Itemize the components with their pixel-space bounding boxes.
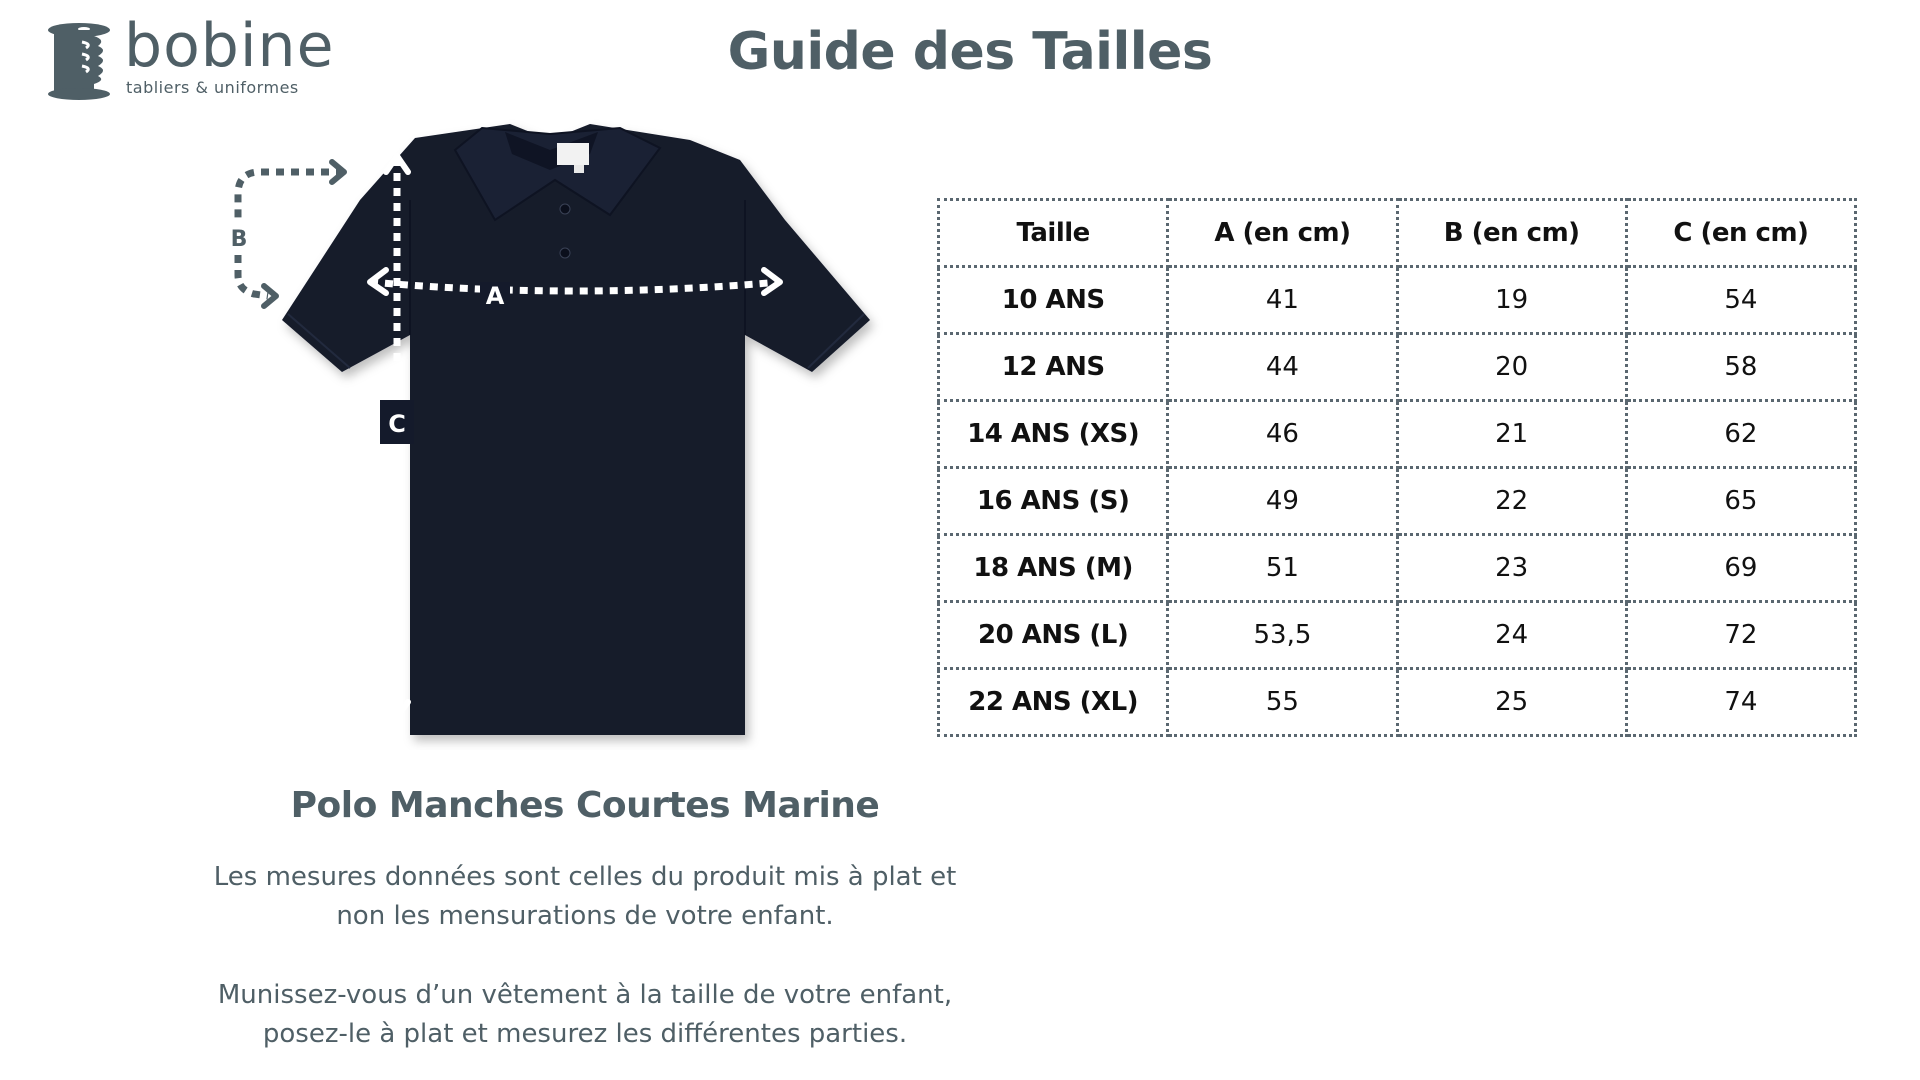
size-cell: 10 ANS bbox=[939, 267, 1168, 334]
size-cell: 14 ANS (XS) bbox=[939, 401, 1168, 468]
product-title: Polo Manches Courtes Marine bbox=[290, 785, 880, 826]
measurement-note-line-1: Les mesures données sont celles du produit mis à plat et bbox=[213, 862, 957, 892]
a-cell: 44 bbox=[1168, 334, 1397, 401]
measuring-instructions-line-2: posez-le à plat et mesurez les différentes parties. bbox=[262, 1019, 908, 1049]
measurement-note bbox=[160, 858, 1010, 936]
polo-measurement-diagram bbox=[220, 110, 900, 750]
header-size: Taille bbox=[939, 200, 1168, 267]
c-cell: 62 bbox=[1626, 401, 1855, 468]
a-cell: 53,5 bbox=[1168, 602, 1397, 669]
size-cell: 20 ANS (L) bbox=[939, 602, 1168, 669]
c-cell: 54 bbox=[1626, 267, 1855, 334]
size-cell: 22 ANS (XL) bbox=[939, 669, 1168, 736]
b-cell: 23 bbox=[1397, 535, 1626, 602]
measurement-b-label: B bbox=[230, 227, 248, 252]
b-cell: 24 bbox=[1397, 602, 1626, 669]
size-chart-table bbox=[937, 198, 1857, 737]
b-cell: 21 bbox=[1397, 401, 1626, 468]
brand-label-tag bbox=[557, 143, 589, 165]
c-cell: 65 bbox=[1626, 468, 1855, 535]
c-cell: 72 bbox=[1626, 602, 1855, 669]
table-row bbox=[939, 468, 1856, 535]
a-cell: 41 bbox=[1168, 267, 1397, 334]
a-cell: 55 bbox=[1168, 669, 1397, 736]
table-row bbox=[939, 401, 1856, 468]
c-cell: 74 bbox=[1626, 669, 1855, 736]
header-c: C (en cm) bbox=[1626, 200, 1855, 267]
size-cell: 18 ANS (M) bbox=[939, 535, 1168, 602]
c-cell: 69 bbox=[1626, 535, 1855, 602]
size-cell: 12 ANS bbox=[939, 334, 1168, 401]
measurement-a-label: A bbox=[485, 282, 505, 310]
measuring-instructions bbox=[160, 976, 1010, 1054]
b-cell: 19 bbox=[1397, 267, 1626, 334]
c-cell: 58 bbox=[1626, 334, 1855, 401]
b-cell: 25 bbox=[1397, 669, 1626, 736]
a-cell: 51 bbox=[1168, 535, 1397, 602]
table-row bbox=[939, 334, 1856, 401]
header-b: B (en cm) bbox=[1397, 200, 1626, 267]
table-row bbox=[939, 535, 1856, 602]
table-row bbox=[939, 267, 1856, 334]
table-header-row bbox=[939, 200, 1856, 267]
polo-shirt-image bbox=[220, 110, 900, 750]
measurement-c-label: C bbox=[388, 410, 406, 438]
measuring-instructions-line-1: Munissez-vous d’un vêtement à la taille de votre enfant, bbox=[217, 980, 953, 1010]
a-cell: 46 bbox=[1168, 401, 1397, 468]
b-cell: 22 bbox=[1397, 468, 1626, 535]
b-cell: 20 bbox=[1397, 334, 1626, 401]
header-a: A (en cm) bbox=[1168, 200, 1397, 267]
table-row bbox=[939, 602, 1856, 669]
measurement-note-line-2: non les mensurations de votre enfant. bbox=[336, 901, 834, 931]
page-title: Guide des Tailles bbox=[727, 22, 1213, 82]
a-cell: 49 bbox=[1168, 468, 1397, 535]
size-cell: 16 ANS (S) bbox=[939, 468, 1168, 535]
brand-name: bobine bbox=[124, 11, 335, 81]
brand-tagline: tabliers & uniformes bbox=[126, 78, 299, 97]
table-row bbox=[939, 669, 1856, 736]
